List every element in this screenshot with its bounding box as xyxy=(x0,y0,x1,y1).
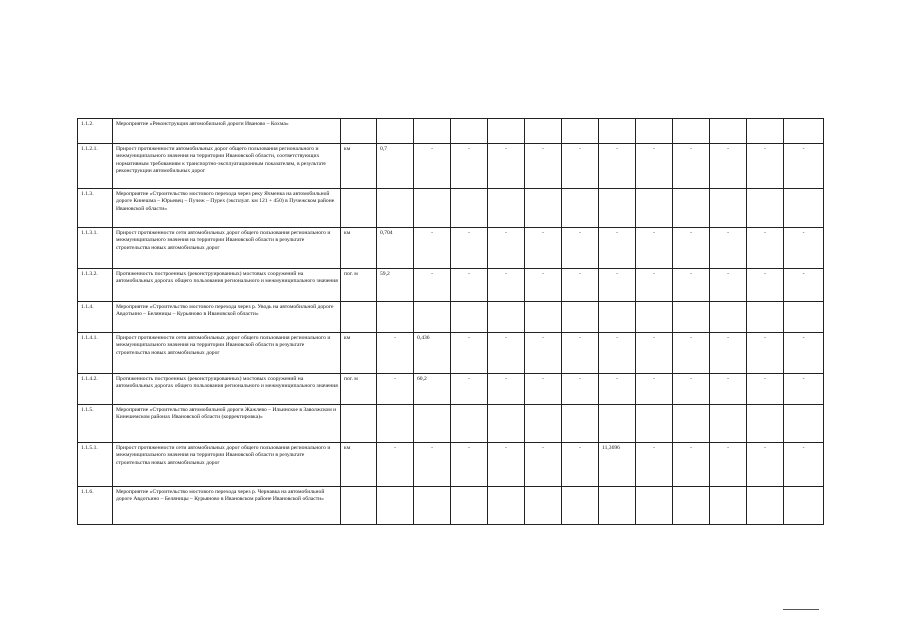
value-cell: - xyxy=(488,374,525,405)
value-cell xyxy=(525,302,562,333)
value-cell: - xyxy=(673,269,710,302)
unit-cell: пог. м xyxy=(341,374,377,405)
value-cell: - xyxy=(599,374,636,405)
value-cell: - xyxy=(377,374,414,405)
value-cell xyxy=(525,405,562,443)
value-cell: - xyxy=(673,374,710,405)
value-cell xyxy=(525,189,562,228)
value-cell xyxy=(414,189,451,228)
value-cell: - xyxy=(488,333,525,374)
value-cell xyxy=(747,487,784,525)
value-cell: - xyxy=(488,443,525,487)
value-cell xyxy=(377,189,414,228)
value-cell xyxy=(599,405,636,443)
value-cell: - xyxy=(636,228,673,269)
value-cell: - xyxy=(636,333,673,374)
row-number-cell: 1.1.4.2. xyxy=(78,374,113,405)
value-cell xyxy=(747,189,784,228)
value-cell xyxy=(414,405,451,443)
value-cell xyxy=(414,487,451,525)
value-cell: - xyxy=(377,443,414,487)
value-cell: - xyxy=(451,333,488,374)
value-cell: 11,3696 xyxy=(599,443,636,487)
value-cell: - xyxy=(451,269,488,302)
value-cell xyxy=(599,302,636,333)
value-cell: - xyxy=(747,144,784,189)
value-cell xyxy=(562,302,599,333)
value-cell: - xyxy=(636,144,673,189)
value-cell xyxy=(710,487,747,525)
indicator-name-cell: Протяженность построенных (реконструированных) мостовых сооружений на автомобильных дорогах общего пользования регионального и межмуниципального значения xyxy=(113,269,341,302)
unit-cell xyxy=(341,119,377,144)
value-cell xyxy=(377,302,414,333)
value-cell: - xyxy=(636,374,673,405)
value-cell xyxy=(673,189,710,228)
value-cell: - xyxy=(562,374,599,405)
value-cell: - xyxy=(784,144,824,189)
value-cell xyxy=(673,302,710,333)
value-cell xyxy=(673,405,710,443)
indicator-name-cell: Прирост протяженности сети автомобильных дорог общего пользования регионального и межмуниципального значения на территории Ивановской области в результате строительства новых автомобильных дорог xyxy=(113,228,341,269)
value-cell: - xyxy=(747,443,784,487)
value-cell xyxy=(599,119,636,144)
value-cell: - xyxy=(562,269,599,302)
value-cell: - xyxy=(451,374,488,405)
row-number-cell: 1.1.3.2. xyxy=(78,269,113,302)
value-cell: - xyxy=(636,443,673,487)
value-cell: - xyxy=(673,144,710,189)
value-cell xyxy=(784,119,824,144)
value-cell: 0,704 xyxy=(377,228,414,269)
row-number-cell: 1.1.3.1. xyxy=(78,228,113,269)
value-cell: - xyxy=(710,374,747,405)
value-cell xyxy=(414,302,451,333)
value-cell xyxy=(451,119,488,144)
value-cell: - xyxy=(525,333,562,374)
value-cell xyxy=(488,405,525,443)
value-cell xyxy=(525,487,562,525)
page-mark xyxy=(783,609,819,610)
table-row xyxy=(78,443,824,487)
value-cell xyxy=(784,405,824,443)
indicator-name-cell: Мероприятие «Строительство автомобильной дороги Жажлево – Ильинское в Заволжском и Кинешемском районах Ивановской области (корректировка)» xyxy=(113,405,341,443)
value-cell xyxy=(784,487,824,525)
value-cell: - xyxy=(451,144,488,189)
value-cell: - xyxy=(488,228,525,269)
row-number-cell: 1.1.3. xyxy=(78,189,113,228)
value-cell: - xyxy=(784,228,824,269)
table-row xyxy=(78,144,824,189)
row-number-cell: 1.1.2. xyxy=(78,119,113,144)
value-cell xyxy=(488,487,525,525)
value-cell: - xyxy=(562,144,599,189)
value-cell: - xyxy=(488,269,525,302)
row-number-cell: 1.1.6. xyxy=(78,487,113,525)
value-cell xyxy=(710,189,747,228)
table-row xyxy=(78,302,824,333)
row-number-cell: 1.1.4. xyxy=(78,302,113,333)
value-cell xyxy=(451,302,488,333)
row-number-cell: 1.1.2.1. xyxy=(78,144,113,189)
value-cell: 0,436 xyxy=(414,333,451,374)
value-cell: - xyxy=(747,269,784,302)
value-cell: - xyxy=(451,443,488,487)
value-cell: - xyxy=(673,228,710,269)
value-cell: - xyxy=(784,269,824,302)
value-cell xyxy=(451,487,488,525)
value-cell: - xyxy=(747,374,784,405)
unit-cell: км xyxy=(341,144,377,189)
value-cell: - xyxy=(377,333,414,374)
value-cell: - xyxy=(673,333,710,374)
value-cell xyxy=(599,189,636,228)
table-row xyxy=(78,405,824,443)
table-row xyxy=(78,189,824,228)
value-cell xyxy=(488,119,525,144)
indicator-name-cell: Мероприятие «Строительство мостового перехода через реку Ячменка на автомобильной дороге Кинешма – Юрьевец – Пучеж – Пурех (эксплуат. км 121 + 450) в Пучежском районе Ивановской области» xyxy=(113,189,341,228)
value-cell xyxy=(784,189,824,228)
unit-cell xyxy=(341,487,377,525)
value-cell: - xyxy=(525,144,562,189)
value-cell xyxy=(562,119,599,144)
value-cell: - xyxy=(599,269,636,302)
value-cell: - xyxy=(599,333,636,374)
table-row xyxy=(78,333,824,374)
value-cell xyxy=(562,487,599,525)
value-cell: - xyxy=(414,144,451,189)
value-cell xyxy=(636,119,673,144)
value-cell: - xyxy=(451,228,488,269)
table-row xyxy=(78,374,824,405)
value-cell xyxy=(636,189,673,228)
value-cell xyxy=(488,302,525,333)
value-cell: - xyxy=(784,333,824,374)
value-cell xyxy=(636,405,673,443)
indicator-name-cell: Прирост протяженности сети автомобильных дорог общего пользования регионального и межмуниципального значения на территории Ивановской области в результате строительства новых автомобильных дорог xyxy=(113,443,341,487)
unit-cell: км xyxy=(341,333,377,374)
value-cell: - xyxy=(710,228,747,269)
value-cell: 0,7 xyxy=(377,144,414,189)
value-cell: - xyxy=(747,228,784,269)
value-cell: - xyxy=(784,374,824,405)
value-cell: - xyxy=(599,144,636,189)
value-cell: - xyxy=(414,269,451,302)
value-cell xyxy=(377,119,414,144)
value-cell xyxy=(414,119,451,144)
value-cell xyxy=(488,189,525,228)
value-cell: - xyxy=(562,228,599,269)
value-cell: - xyxy=(710,333,747,374)
value-cell xyxy=(377,405,414,443)
value-cell xyxy=(710,119,747,144)
value-cell xyxy=(784,302,824,333)
value-cell: - xyxy=(414,228,451,269)
indicator-table xyxy=(77,118,824,525)
value-cell xyxy=(451,405,488,443)
value-cell: - xyxy=(747,333,784,374)
value-cell xyxy=(673,487,710,525)
value-cell xyxy=(636,302,673,333)
value-cell: - xyxy=(710,269,747,302)
value-cell: - xyxy=(525,269,562,302)
value-cell xyxy=(451,189,488,228)
unit-cell xyxy=(341,189,377,228)
indicator-name-cell: Протяженность построенных (реконструированных) мостовых сооружений на автомобильных дорогах общего пользования регионального и межмуниципального значения xyxy=(113,374,341,405)
value-cell: - xyxy=(710,443,747,487)
value-cell: - xyxy=(525,443,562,487)
value-cell: - xyxy=(562,333,599,374)
row-number-cell: 1.1.4.1. xyxy=(78,333,113,374)
value-cell xyxy=(525,119,562,144)
indicator-name-cell: Мероприятие «Строительство мостового перехода через р. Уводь на автомобильной дороге Авдотьино – Беляницы – Курьяново в Ивановской области» xyxy=(113,302,341,333)
value-cell xyxy=(710,405,747,443)
value-cell: - xyxy=(488,144,525,189)
value-cell: - xyxy=(525,374,562,405)
unit-cell: пог. м xyxy=(341,269,377,302)
table-row xyxy=(78,269,824,302)
indicator-name-cell: Прирост протяженности автомобильных дорог общего пользования регионального и межмуниципального значения на территории Ивановской области, соответствующих нормативным требованиям к транспортно-эксплуатационным показателям, в результате реконструкции автомобильных дорог xyxy=(113,144,341,189)
row-number-cell: 1.1.5.1. xyxy=(78,443,113,487)
unit-cell: км xyxy=(341,443,377,487)
value-cell: - xyxy=(710,144,747,189)
table-row xyxy=(78,119,824,144)
value-cell xyxy=(636,487,673,525)
value-cell xyxy=(599,487,636,525)
indicator-name-cell: Мероприятие «Реконструкция автомобильной дороги Иваново – Кохма» xyxy=(113,119,341,144)
row-number-cell: 1.1.5. xyxy=(78,405,113,443)
value-cell xyxy=(747,119,784,144)
value-cell xyxy=(377,487,414,525)
value-cell xyxy=(747,302,784,333)
value-cell: - xyxy=(414,443,451,487)
value-cell: - xyxy=(562,443,599,487)
table-row xyxy=(78,487,824,525)
value-cell xyxy=(562,405,599,443)
unit-cell xyxy=(341,302,377,333)
indicator-name-cell: Мероприятие «Строительство мостового перехода через р. Чернавка на автомобильной дороге Авдотьино – Беляницы – Курьяново в Ивановском районе Ивановской области» xyxy=(113,487,341,525)
unit-cell: км xyxy=(341,228,377,269)
indicator-name-cell: Прирост протяженности сети автомобильных дорог общего пользования регионального и межмуниципального значения на территории Ивановской области в результате строительства новых автомобильных дорог xyxy=(113,333,341,374)
table-row xyxy=(78,228,824,269)
value-cell: - xyxy=(599,228,636,269)
unit-cell xyxy=(341,405,377,443)
value-cell: 60,2 xyxy=(414,374,451,405)
value-cell: - xyxy=(673,443,710,487)
value-cell: - xyxy=(784,443,824,487)
value-cell: - xyxy=(525,228,562,269)
value-cell xyxy=(710,302,747,333)
value-cell: - xyxy=(636,269,673,302)
value-cell: 59,2 xyxy=(377,269,414,302)
value-cell xyxy=(747,405,784,443)
value-cell xyxy=(562,189,599,228)
value-cell xyxy=(673,119,710,144)
